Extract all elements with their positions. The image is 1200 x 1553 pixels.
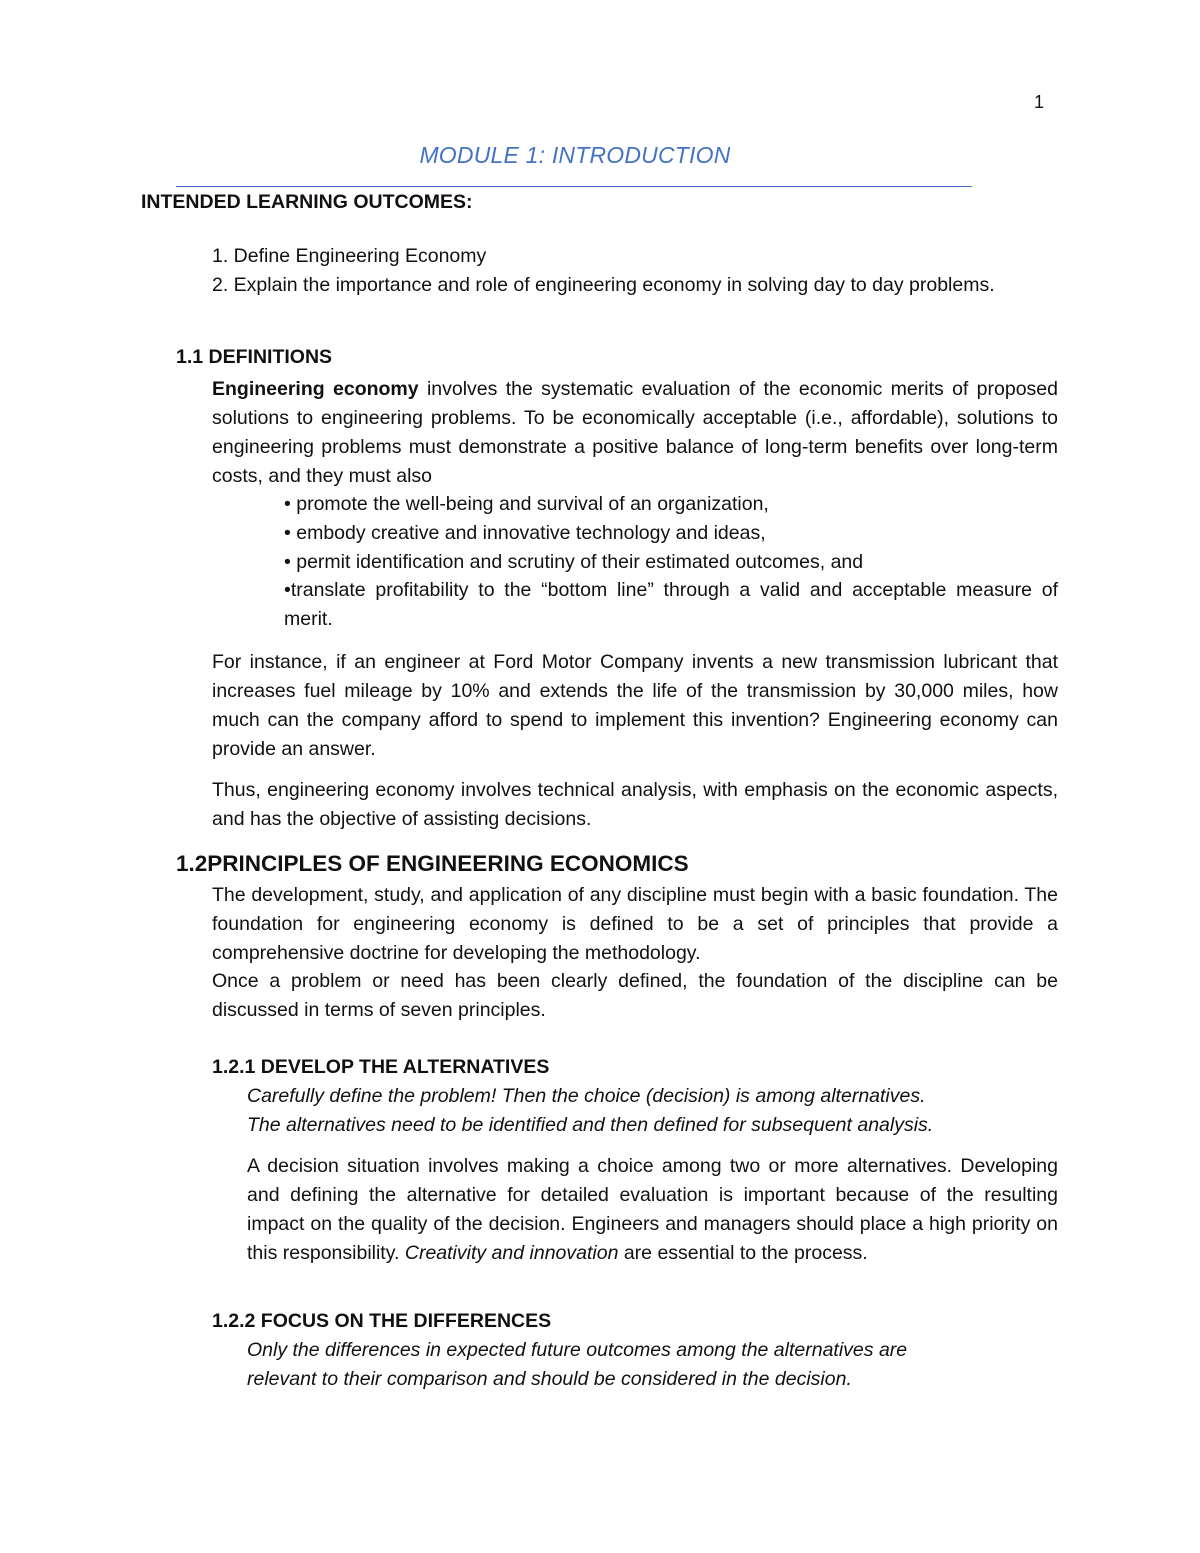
differences-italic-line-2: relevant to their comparison and should be considered in the decision. xyxy=(247,1368,852,1390)
ilo-item-1: 1. Define Engineering Economy xyxy=(212,245,487,267)
page-number: 1 xyxy=(1034,92,1045,112)
thus-paragraph: Thus, engineering economy involves technical analysis, with emphasis on the economic aspects, and has the objective of assisting decisions. xyxy=(212,779,1058,830)
principles-paragraph-1: The development, study, and application of any discipline must begin with a basic foundation. The foundation for engineering economy is defined to be a set of principles that provide a comprehensive doctrine for developing the methodology. xyxy=(212,884,1058,964)
develop-italic-line-2: The alternatives need to be identified and then defined for subsequent analysis. xyxy=(247,1114,934,1136)
definition-paragraph xyxy=(212,375,1058,491)
principles-paragraph-2: Once a problem or need has been clearly defined, the foundation of the discipline can be discussed in terms of seven principles. xyxy=(212,970,1058,1021)
section-1-2-1-heading: 1.2.1 DEVELOP THE ALTERNATIVES xyxy=(212,1056,550,1078)
definition-bullet-1: • promote the well-being and survival of an organization, xyxy=(284,493,769,515)
differences-italic-line-1: Only the differences in expected future outcomes among the alternatives are xyxy=(247,1339,908,1361)
ford-example-paragraph: For instance, if an engineer at Ford Motor Company invents a new transmission lubricant that increases fuel mileage by 10% and extends the life of the transmission by 30,000 miles, how much can the company afford to spend to implement this invention? Engineering economy can provide an answer. xyxy=(212,651,1058,760)
section-1-2-heading: 1.2PRINCIPLES OF ENGINEERING ECONOMICS xyxy=(176,851,689,876)
definition-text: involves the systematic evaluation of the economic merits of proposed solutions to engineering problems. To be economically acceptable (i.e., affordable), solutions to engineering problems must demonstrate a positive balance of long-term benefits over long-term costs, and they must also xyxy=(212,378,1058,487)
definition-bullet-2: • embody creative and innovative technology and ideas, xyxy=(284,522,766,544)
decision-text-a: A decision situation involves making a choice among two or more alternatives. Developing and defining the alternative for detailed evaluation is important because of the resulting impact on the quality of the decision. Engineers and managers should place a high priority on this responsibility. xyxy=(247,1155,1058,1264)
develop-italic-line-1: Carefully define the problem! Then the choice (decision) is among alternatives. xyxy=(247,1085,926,1107)
definition-term: Engineering economy xyxy=(212,378,419,400)
ilo-item-2: 2. Explain the importance and role of engineering economy in solving day to day problems. xyxy=(212,274,995,296)
definition-bullet-4: •translate profitability to the “bottom line” through a valid and acceptable measure of merit. xyxy=(284,579,1058,630)
module-title: MODULE 1: INTRODUCTION xyxy=(419,142,731,168)
definition-bullet-3: • permit identification and scrutiny of their estimated outcomes, and xyxy=(284,551,864,573)
title-underline xyxy=(176,186,972,187)
decision-text-b: are essential to the process. xyxy=(618,1242,868,1264)
decision-paragraph xyxy=(247,1152,1058,1268)
creativity-emphasis: Creativity and innovation xyxy=(404,1242,619,1264)
section-1-2-2-heading: 1.2.2 FOCUS ON THE DIFFERENCES xyxy=(212,1310,552,1332)
ilo-heading: INTENDED LEARNING OUTCOMES: xyxy=(141,191,473,213)
section-1-1-heading: 1.1 DEFINITIONS xyxy=(176,346,333,368)
